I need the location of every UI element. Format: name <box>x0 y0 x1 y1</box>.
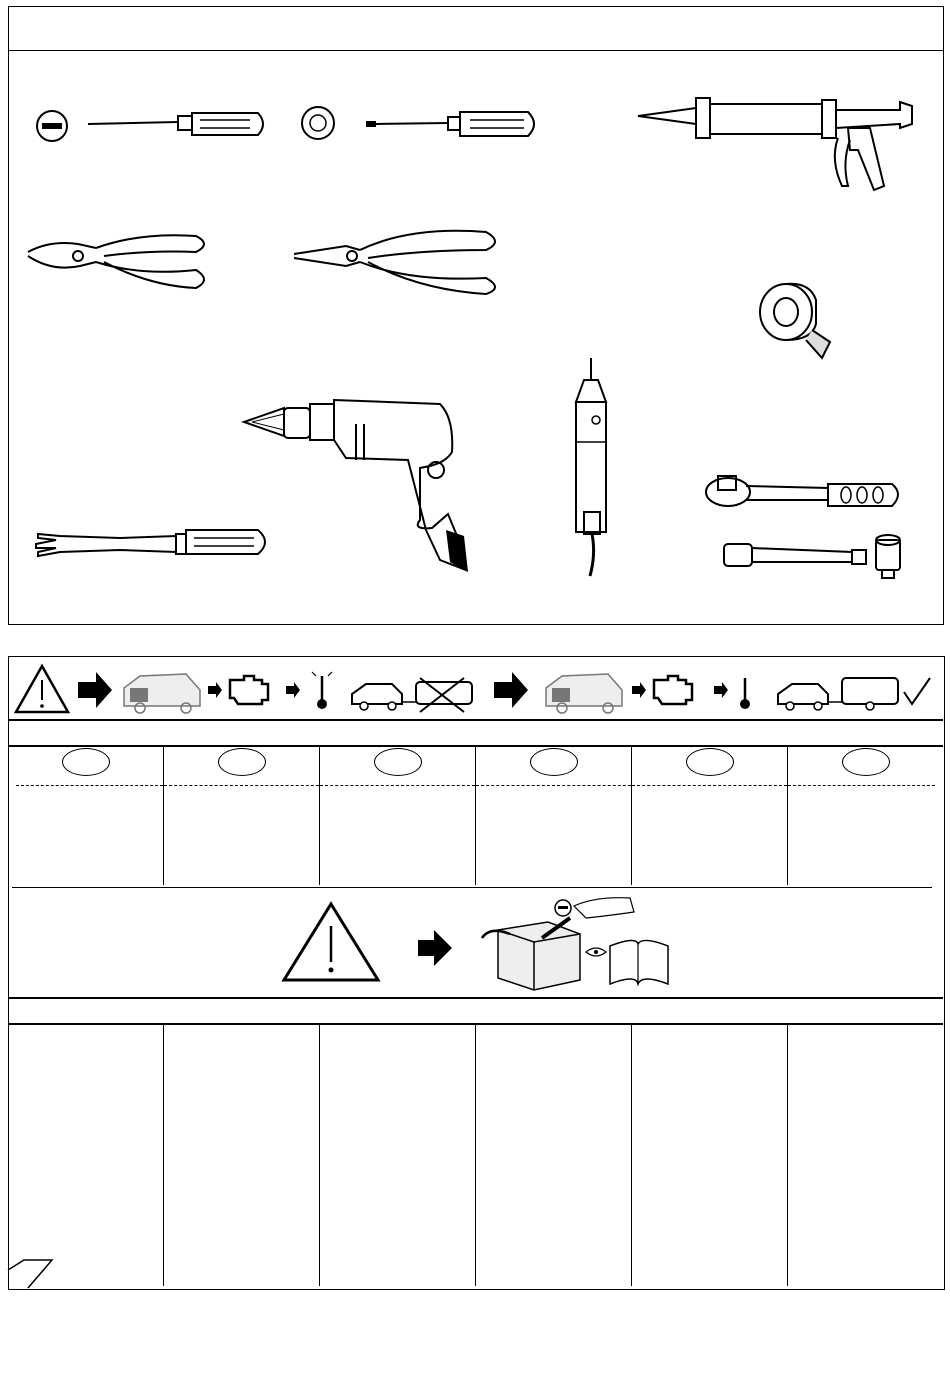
column-divider <box>16 785 163 786</box>
tools-panel <box>8 6 944 625</box>
battery-header-bar <box>8 997 943 1025</box>
battery-column <box>164 1023 320 1286</box>
code-oval <box>374 748 422 776</box>
tools-panel-header <box>9 7 943 51</box>
battery-column <box>476 1023 632 1286</box>
column-divider <box>476 785 631 786</box>
battery-columns <box>8 1023 943 1286</box>
column-divider <box>164 785 319 786</box>
battery-column <box>8 1023 164 1286</box>
check-column <box>476 745 632 885</box>
check-columns <box>8 745 943 885</box>
column-divider <box>788 785 935 786</box>
battery-column <box>320 1023 476 1286</box>
battery-column <box>632 1023 788 1286</box>
check-column <box>788 745 943 885</box>
section-divider <box>12 887 932 888</box>
check-column <box>8 745 164 885</box>
column-divider <box>320 785 475 786</box>
battery-column <box>788 1023 943 1286</box>
check-column <box>320 745 476 885</box>
code-oval <box>62 748 110 776</box>
check-column <box>632 745 788 885</box>
check-column <box>164 745 320 885</box>
code-oval <box>686 748 734 776</box>
code-oval <box>218 748 266 776</box>
code-oval <box>842 748 890 776</box>
column-divider <box>632 785 787 786</box>
check-header-bar <box>8 719 943 747</box>
code-oval <box>530 748 578 776</box>
